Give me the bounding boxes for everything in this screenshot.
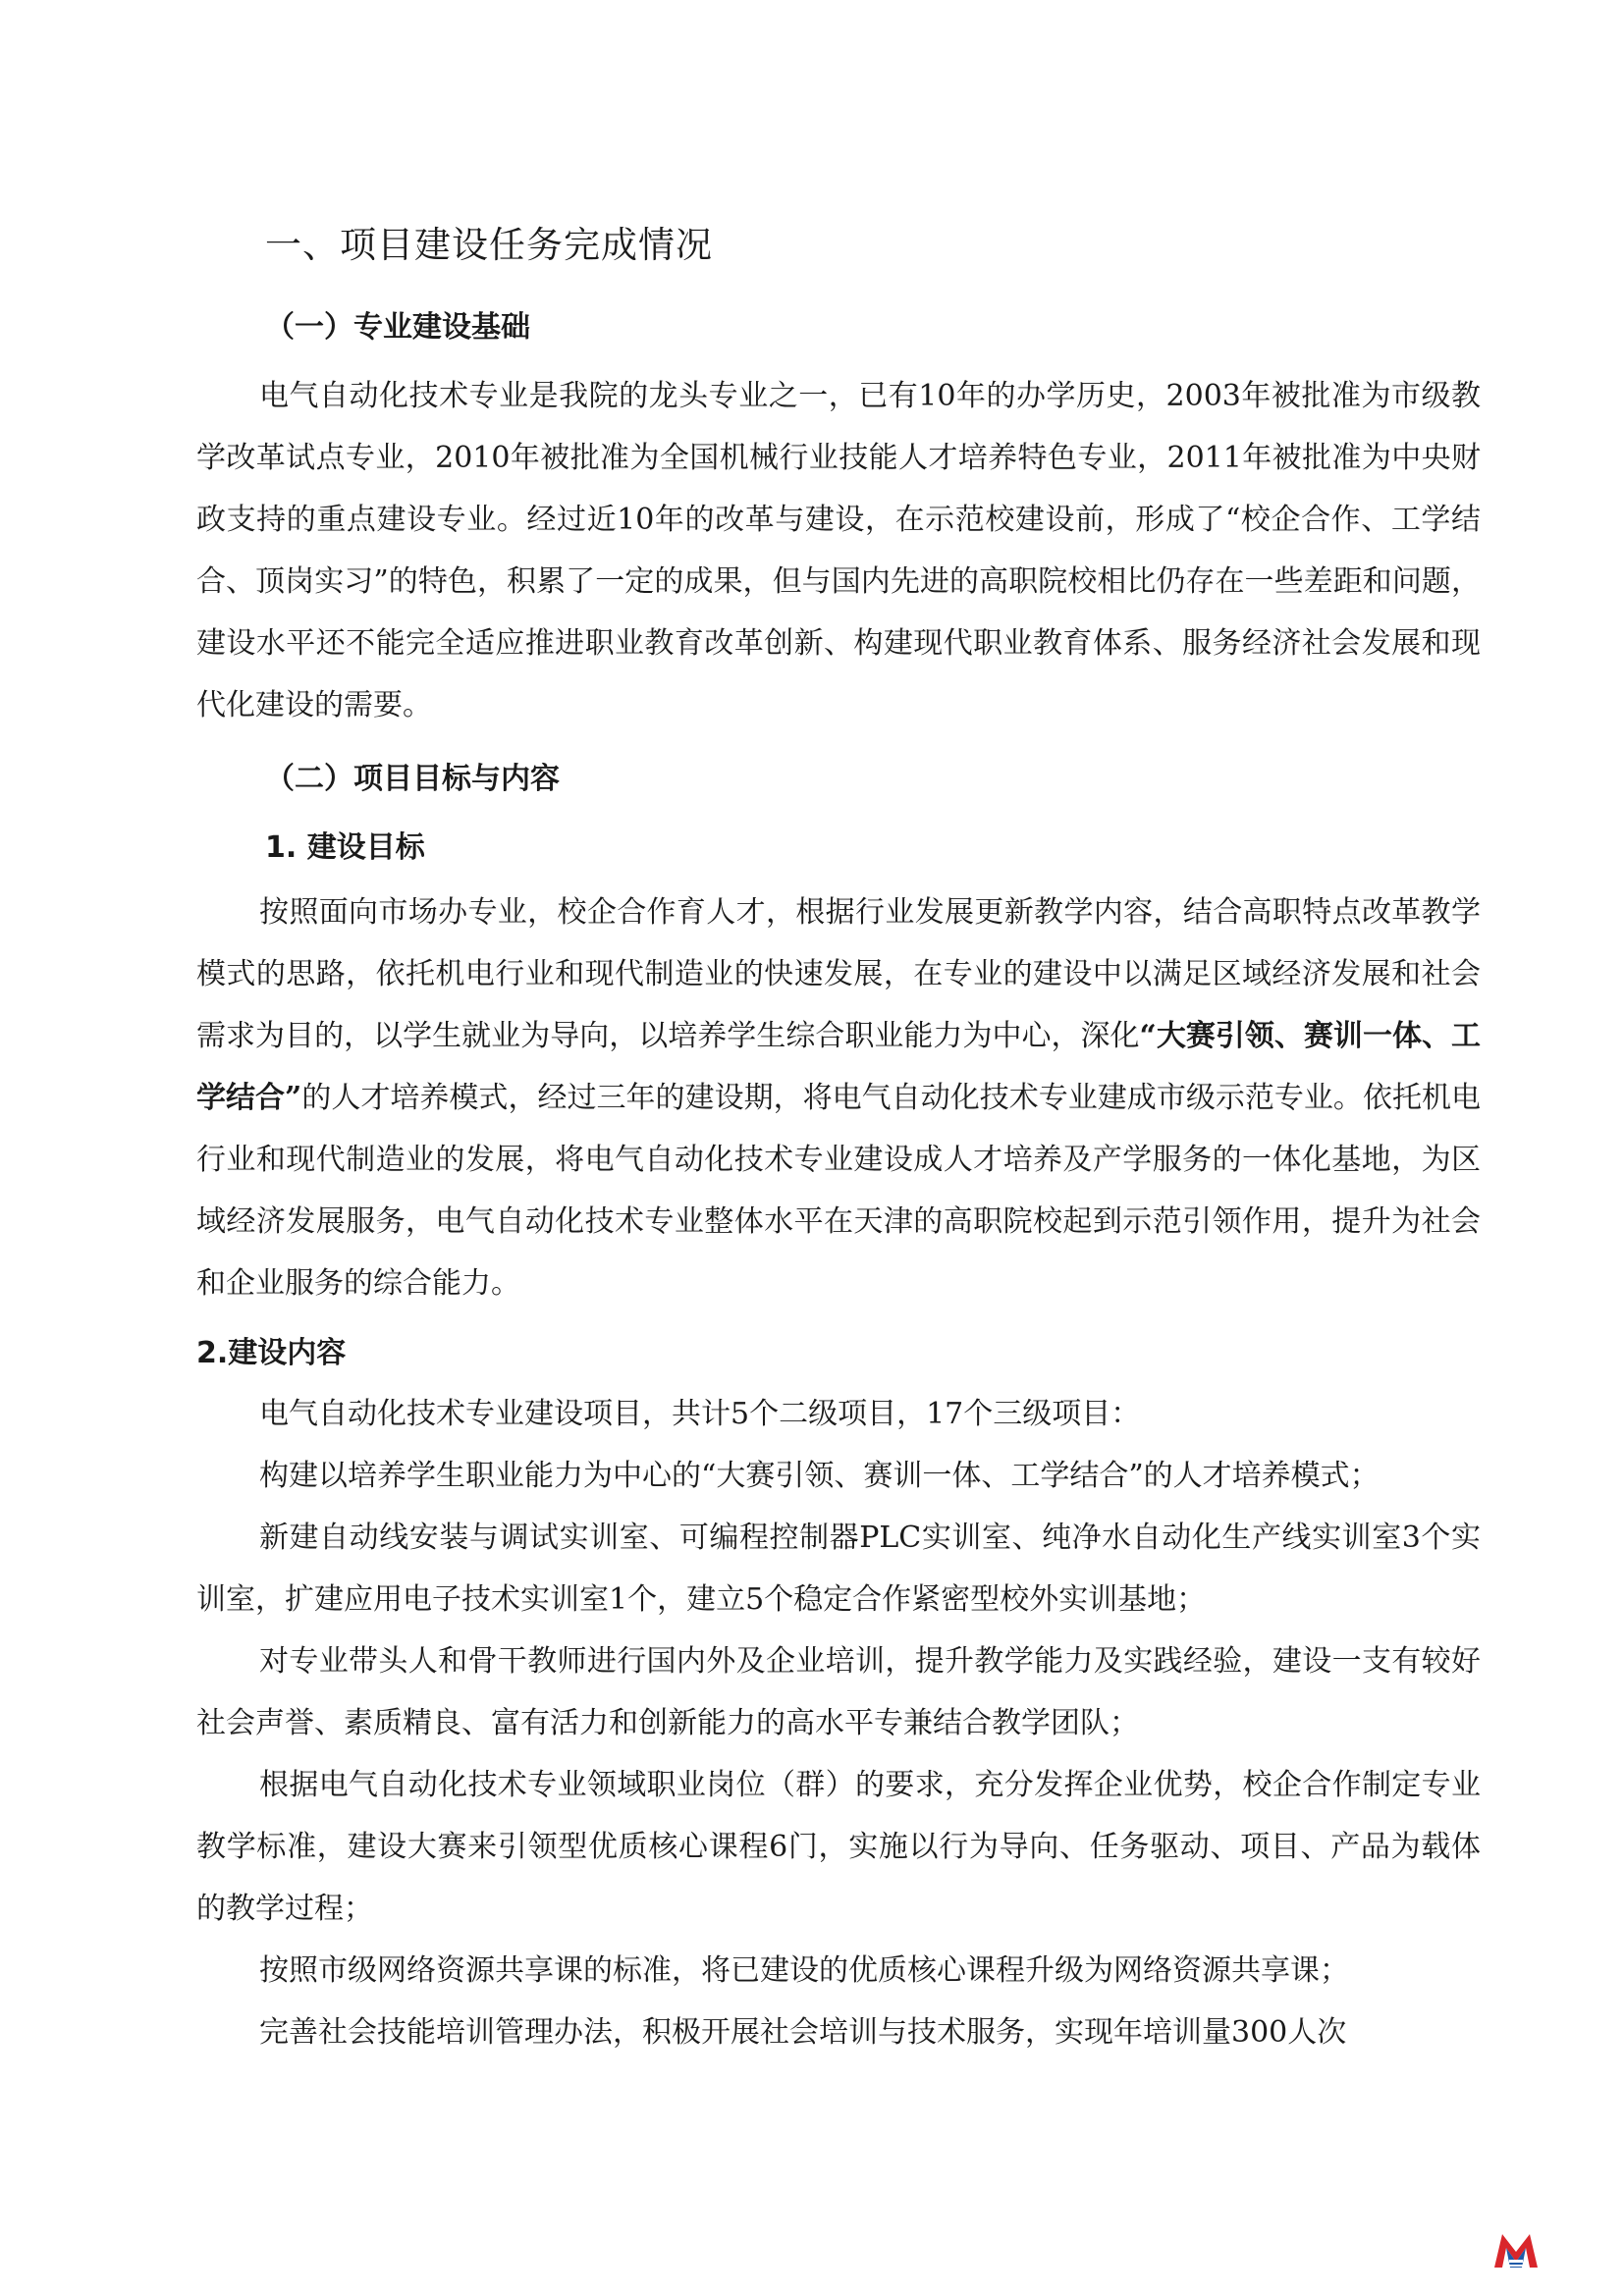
content-paragraph-1: 电气自动化技术专业建设项目，共计5个二级项目，17个三级项目： <box>259 1397 1141 1431</box>
goals-paragraph <box>196 881 1481 1314</box>
content-paragraph-2: 构建以培养学生职业能力为中心的“大赛引领、赛训一体、工学结合”的人才培养模式； <box>259 1459 1380 1493</box>
section-heading-foundation: （一）专业建设基础 <box>265 310 530 345</box>
document-content <box>196 206 1481 2063</box>
goals-text-bold: “大赛引领、赛训一体、工学结合” <box>196 1019 1481 1115</box>
section-heading-goals-content: （二）项目目标与内容 <box>265 762 560 796</box>
subheading-content: 2.建设内容 <box>196 1336 347 1370</box>
content-paragraph-3: 新建自动线安装与调试实训室、可编程控制器PLC实训室、纯净水自动化生产线实训室3个实训室，扩建应用电子技术实训室1个，建立5个稳定合作紧密型校外实训基地； <box>196 1521 1481 1617</box>
goals-text-part1: 按照面向市场办专业，校企合作育人才，根据行业发展更新教学内容，结合高职特点改革教学模式的思路，依托机电行业和现代制造业的快速发展，在专业的建设中以满足区域经济发展和社会需求为目的，以学生就业为导向，以培养学生综合职业能力为中心，深化 <box>196 895 1481 1053</box>
subheading-goals: 1. 建设目标 <box>265 830 425 865</box>
content-paragraph-5: 根据电气自动化技术专业领域职业岗位（群）的要求，充分发挥企业优势，校企合作制定专业教学标准，建设大赛来引领型优质核心课程6门，实施以行为导向、任务驱动、项目、产品为载体的教学过程； <box>196 1768 1481 1926</box>
content-paragraph-7: 完善社会技能培训管理办法，积极开展社会培训与技术服务，实现年培训量300人次 <box>259 2015 1347 2050</box>
foundation-paragraph: 电气自动化技术专业是我院的龙头专业之一，已有10年的办学历史，2003年被批准为市级教学改革试点专业，2010年被批准为全国机械行业技能人才培养特色专业，2011年被批准为中央财政支持的重点建设专业。经过近10年的改革与建设，在示范校建设前，形成了“校企合作、工学结合、顶岗实习”的特色，积累了一定的成果，但与国内先进的高职院校相比仍存在一些差距和问题，建设水平还不能完全适应推进职业教育改革创新、构建现代职业教育体系、服务经济社会发展和现代化建设的需要。 <box>196 379 1481 722</box>
goals-text-part2: 的人才培养模式，经过三年的建设期，将电气自动化技术专业建成市级示范专业。依托机电行业和现代制造业的发展，将电气自动化技术专业建设成人才培养及产学服务的一体化基地，为区域经济发展服务，电气自动化技术专业整体水平在天津的高职院校起到示范引领作用，提升为社会和企业服务的综合能力。 <box>196 1081 1481 1301</box>
main-heading: 一、项目建设任务完成情况 <box>265 224 713 266</box>
content-paragraph-4: 对专业带头人和骨干教师进行国内外及企业培训，提升教学能力及实践经验，建设一支有较好社会声誉、素质精良、富有活力和创新能力的高水平专兼结合教学团队； <box>196 1644 1481 1740</box>
content-paragraph-6: 按照市级网络资源共享课的标准，将已建设的优质核心课程升级为网络资源共享课； <box>259 1953 1349 1988</box>
publisher-logo-icon <box>1492 2230 1540 2269</box>
